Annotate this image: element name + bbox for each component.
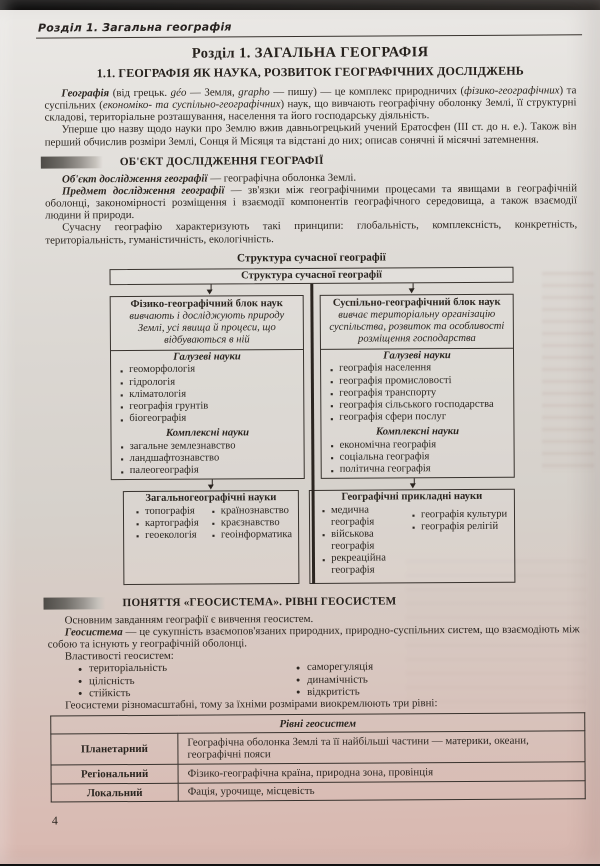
list-item: ▪ політична географія [331, 463, 511, 476]
list-item: ● стійкість [78, 686, 296, 700]
table-header-row: Рівні геосистем [51, 713, 585, 734]
list-item: ▪ географія сфери послуг [330, 411, 510, 424]
table-row: Планетарний Географічна оболонка Землі та її найбільші частини — материки, океани, географічні пояси [51, 731, 585, 765]
physical-geography-box: Фізико-географічний блок наук вивчають і досліджують природу Землі, усі явища й процеси, що відбуваються в ній Галузеві науки ▪ геоморфологія ▪ гідрологія ▪ кліматологія ▪ географія грунтів ▪ біогеографія Комплексні науки ▪ загальне землезнавство ▪ ландшафтознавство ▪ палеогеографія [110, 295, 305, 480]
list-item: ▪ кліматологія [120, 388, 300, 401]
list-item: ▪ ландшафтознавство [121, 452, 301, 465]
list-item: ▪ географія сільського господарства [330, 399, 510, 412]
principles-paragraph: Сучасну географію характеризують такі принципи: глобальність, комплексність, конкретність, територіальність, гуманістичність, екологічність. [45, 218, 578, 247]
list-item: ▪ географія релігій [412, 521, 508, 534]
section-title: 1.1. ГЕОГРАФІЯ ЯК НАУКА, РОЗВИТОК ГЕОГРАФІЧНИХ ДОСЛІДЖЕНЬ [96, 63, 524, 81]
heading-gradient-bar [43, 597, 105, 609]
section-heading-object: ОБ'ЄКТ ДОСЛІДЖЕННЯ ГЕОГРАФІЇ [45, 152, 577, 169]
list-item: ▪ гідрологія [120, 376, 300, 389]
complex-sciences-list [112, 440, 304, 480]
properties-label: Властивості геосистем: [64, 649, 174, 663]
down-arrow-icon [413, 479, 414, 485]
geosystem-properties-list [48, 660, 580, 700]
list-item: ▪ геоекологія [136, 530, 200, 543]
list-item: ● відкритість [296, 685, 373, 698]
geosystem-task-paragraph: Основним завданням географії є вивчення геосистем. [64, 612, 314, 627]
list-item: ● динамічність [296, 673, 373, 686]
list-item: ▪ топографія [136, 505, 200, 518]
page-content [0, 9, 600, 866]
list-item: ▪ геоінформатика [212, 529, 292, 542]
list-item: ▪ картографія [136, 517, 200, 530]
branch-sciences-list [111, 363, 303, 427]
list-item: ▪ військова географія [322, 528, 400, 553]
social-geography-box: Суспільно-географічний блок наук вивчає територіальну організацію суспільства, розвиток та особливості розміщення господарства Галузеві науки ▪ географія населення ▪ географія промисловості ▪ географія транспорту ▪ географія сільського господарства ▪ географія сфери послуг Комплексні науки ▪ економічна географія ▪ соціальна географія ▪ політична географія [320, 294, 515, 479]
complex-sciences-list [322, 438, 514, 478]
branch-sciences-list [321, 362, 513, 426]
levels-intro-paragraph: Геосистеми різномасштабні, тому за їхніми розмірами виокремлюють три рівні: [65, 697, 438, 712]
diagram-root-box: Структура сучасної географії [109, 266, 513, 285]
running-head: Розділ 1. Загальна географія [36, 18, 582, 38]
page-number: 4 [51, 813, 58, 828]
list-item: ▪ країнознавство [212, 505, 292, 518]
down-arrow-icon [211, 480, 212, 486]
list-item: ▪ географія промисловості [330, 374, 510, 387]
list-item: ▪ географія населення [330, 362, 510, 375]
list-item: ▪ медична географія [322, 504, 400, 529]
photo-top-edge [0, 0, 600, 10]
list-item: ▪ палеогеографія [121, 464, 301, 477]
list-item: ▪ географія культури [412, 508, 508, 521]
list-item: ● територіальність [78, 661, 296, 675]
geosystem-definition: Геосистема — це сукупність взаємопов'язаних природних, природно-суспільних систем, що взаємодіють між собою та існують у географічній оболонці. [47, 623, 580, 651]
table-row: Локальний Фація, урочище, місцевість [51, 781, 585, 803]
list-item: ▪ рекреаційна географія [322, 553, 400, 578]
down-arrow-icon [210, 285, 211, 291]
applied-geography-box: Географічні прикладні науки ▪ медична географія ▪ військова географія ▪ рекреаційна географія ▪ географія культури ▪ географія релігій [309, 489, 516, 584]
list-item: ▪ геоморфологія [120, 363, 300, 376]
list-item: ▪ біогеографія [120, 412, 300, 425]
structure-diagram [109, 266, 515, 584]
geosystem-levels-table [50, 713, 586, 803]
list-item: ▪ економічна географія [331, 438, 511, 451]
history-paragraph: Уперше цю назву щодо науки про Землю вжив давньогрецький учений Ератосфен (III ст. до н. е.). Також він перший обчислив розміри Землі, Сонця й Місяця та відстані до них; описав сонячні й місячні затемнення. [44, 120, 577, 149]
list-item: ▪ загальне землезнавство [121, 440, 301, 453]
table-row: Регіональний Фізико-географічна країна, природна зона, провінція [51, 762, 585, 784]
list-item: ▪ географія транспорту [330, 386, 510, 399]
list-item: ● саморегуляція [296, 661, 373, 674]
down-arrow-icon [412, 284, 413, 290]
subject-paragraph: Предмет дослідження географії — зв'язки між географічними процесами та явищами в географічній оболонці, закономірності розміщення і взаємодії компонентів географічного середовища, а також взаємодії людини й природи. [45, 182, 578, 222]
heading-gradient-bar [41, 156, 103, 168]
diagram-caption: Структура сучасної географії [236, 251, 386, 265]
list-item: ▪ географія грунтів [120, 400, 300, 413]
section-heading-geosystem: ПОНЯТТЯ «ГЕОСИСТЕМА». РІВНІ ГЕОСИСТЕМ [47, 593, 579, 610]
general-geography-box: Загальногеографічні науки ▪ топографія ▪ картографія ▪ геоекологія ▪ країнознавство ▪ краєзнавство ▪ геоінформатика [123, 490, 300, 584]
chapter-title: Розділ 1. ЗАГАЛЬНА ГЕОГРАФІЯ [191, 44, 429, 62]
intro-paragraph: Географія (від грецьк. géo — Земля, grapho — пишу) — це комплекс природничих (фізико-географічних) та суспільних (економіко- та суспільно-географічних) наук, що вивчають географічну оболонку Землі, її структурні складові, територіальне розташування, населення та його господарську діяльність. [44, 84, 577, 124]
list-item: ▪ краєзнавство [212, 517, 292, 530]
object-paragraph: Об'єкт дослідження географії — географічна оболонка Землі. [61, 171, 357, 186]
term-geography: Географія [61, 87, 110, 100]
list-item: ▪ соціальна географія [331, 451, 511, 464]
list-item: ● цілісність [78, 674, 296, 688]
